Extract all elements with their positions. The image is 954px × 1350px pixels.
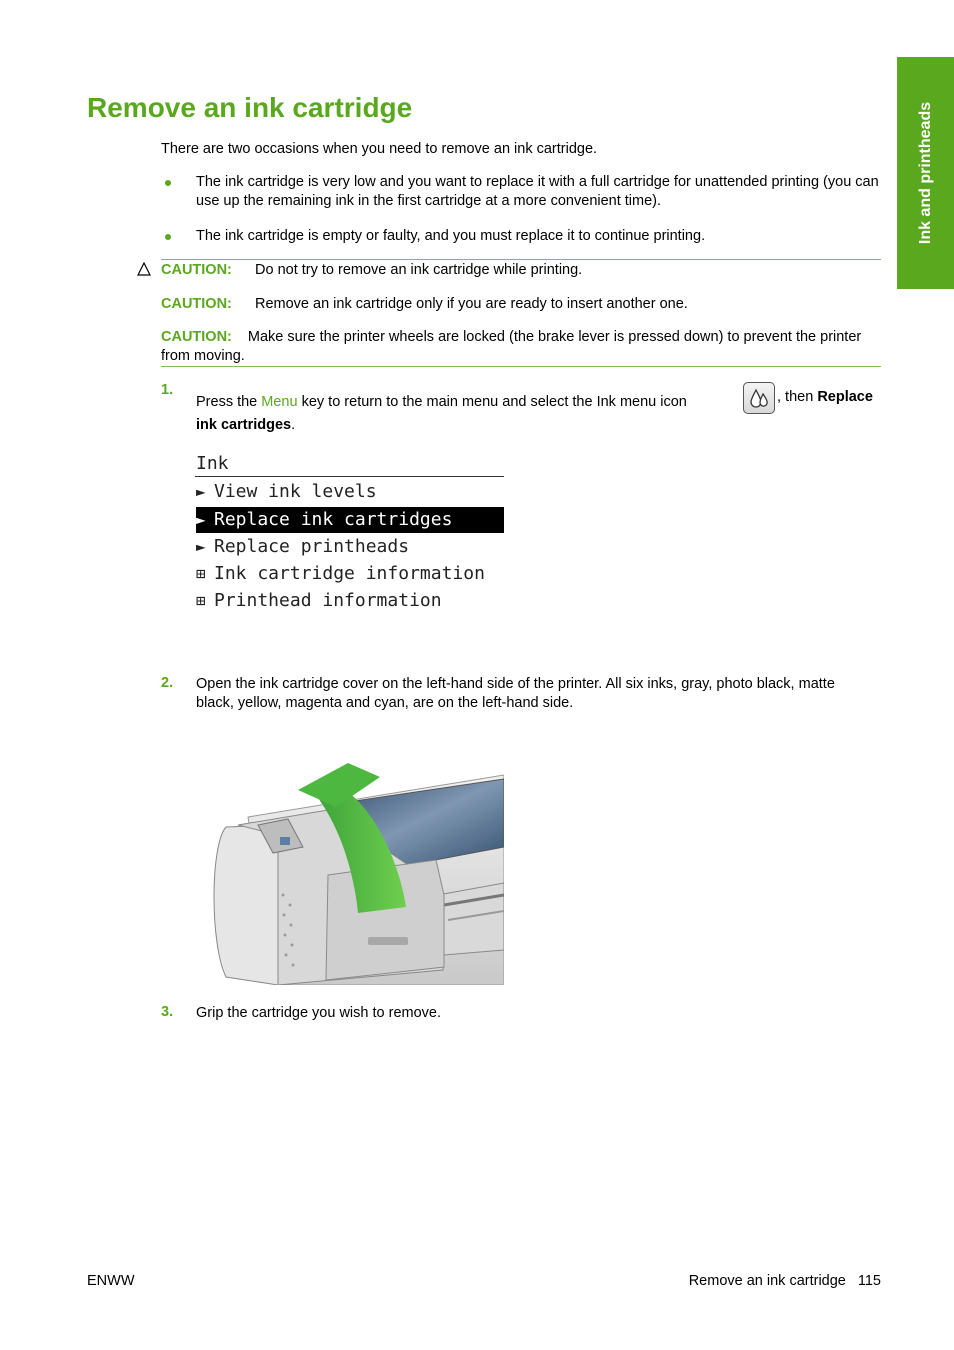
step-1-bold-ink-cartridges: ink cartridges	[196, 417, 292, 433]
caution-triangle-icon	[137, 262, 151, 276]
page-number: 115	[857, 1273, 881, 1289]
lcd-item-label: Ink cartridge information	[214, 563, 485, 584]
bullet-item-1: The ink cartridge is very low and you want to replace it with a full cartridge for unattended printing (you can use up the remaining ink in the first cartridge at a more convenient time).	[196, 174, 879, 209]
arrow-right-icon: ►	[196, 537, 206, 556]
caution-text-2: Remove an ink cartridge only if you are ready to insert another one.	[255, 296, 688, 312]
step-1-bold-replace: Replace	[817, 389, 873, 405]
lcd-title-rule	[195, 476, 504, 477]
info-box-icon: ⊞	[196, 564, 206, 583]
step-number-2: 2.	[161, 675, 174, 691]
step-1-then-replace	[777, 388, 873, 407]
arrow-right-icon: ►	[196, 510, 206, 529]
caution-bottom-rule	[161, 366, 881, 367]
step-1-period: .	[291, 417, 296, 433]
footer-section-title: Remove an ink cartridge	[688, 1273, 846, 1289]
ink-menu-icon	[743, 382, 775, 414]
caution-text-3: Make sure the printer wheels are locked (the brake lever is pressed down) to prevent the printer from moving.	[161, 329, 862, 364]
caution-label-3: CAUTION:	[161, 329, 232, 345]
step-number-3: 3.	[161, 1004, 174, 1020]
step-2-text: Open the ink cartridge cover on the left-hand side of the printer. All six inks, gray, photo black, matte black, yellow, magenta and cyan, are on the left-hand side.	[196, 676, 835, 711]
caution-3	[161, 328, 883, 366]
lcd-title: Ink	[196, 453, 229, 474]
chapter-side-tab	[897, 57, 954, 289]
step-1-text-c: , then	[777, 389, 818, 405]
intro-paragraph: There are two occasions when you need to remove an ink cartridge.	[161, 141, 598, 157]
lcd-item-label: Printhead information	[214, 590, 442, 611]
lcd-item-label: Replace ink cartridges	[214, 509, 453, 530]
menu-key-link: Menu	[261, 394, 298, 410]
arrow-right-icon: ►	[196, 482, 206, 501]
caution-label-1: CAUTION:	[161, 262, 232, 278]
lcd-item-printhead-information	[196, 588, 504, 614]
lcd-item-ink-cartridge-information	[196, 561, 504, 587]
bullet-dot-icon	[165, 180, 171, 186]
bullet-item-2: The ink cartridge is empty or faulty, and you must replace it to continue printing.	[196, 228, 706, 244]
lcd-item-replace-printheads	[196, 534, 504, 560]
lcd-item-label: View ink levels	[214, 481, 377, 502]
caution-label-2: CAUTION:	[161, 296, 232, 312]
step-1-text-b: key to return to the main menu and select the Ink menu icon	[297, 394, 687, 410]
step-3-text: Grip the cartridge you wish to remove.	[196, 1005, 441, 1021]
lcd-item-replace-ink-cartridges	[196, 507, 504, 533]
chapter-side-tab-label: Ink and printheads	[916, 101, 934, 245]
step-number-1: 1.	[161, 382, 174, 398]
footer-right	[689, 1273, 881, 1289]
lcd-item-view-ink-levels	[196, 479, 504, 505]
lcd-item-label: Replace printheads	[214, 536, 410, 557]
printer-cover-illustration	[208, 755, 504, 985]
page-title: Remove an ink cartridge	[87, 92, 413, 123]
info-box-icon: ⊞	[196, 591, 206, 610]
footer-left: ENWW	[87, 1273, 135, 1289]
step-1-text-a: Press the	[196, 394, 262, 410]
caution-text-1: Do not try to remove an ink cartridge while printing.	[255, 262, 583, 278]
bullet-dot-icon	[165, 234, 171, 240]
step-1-line-2	[196, 416, 295, 435]
caution-top-rule	[161, 259, 881, 260]
